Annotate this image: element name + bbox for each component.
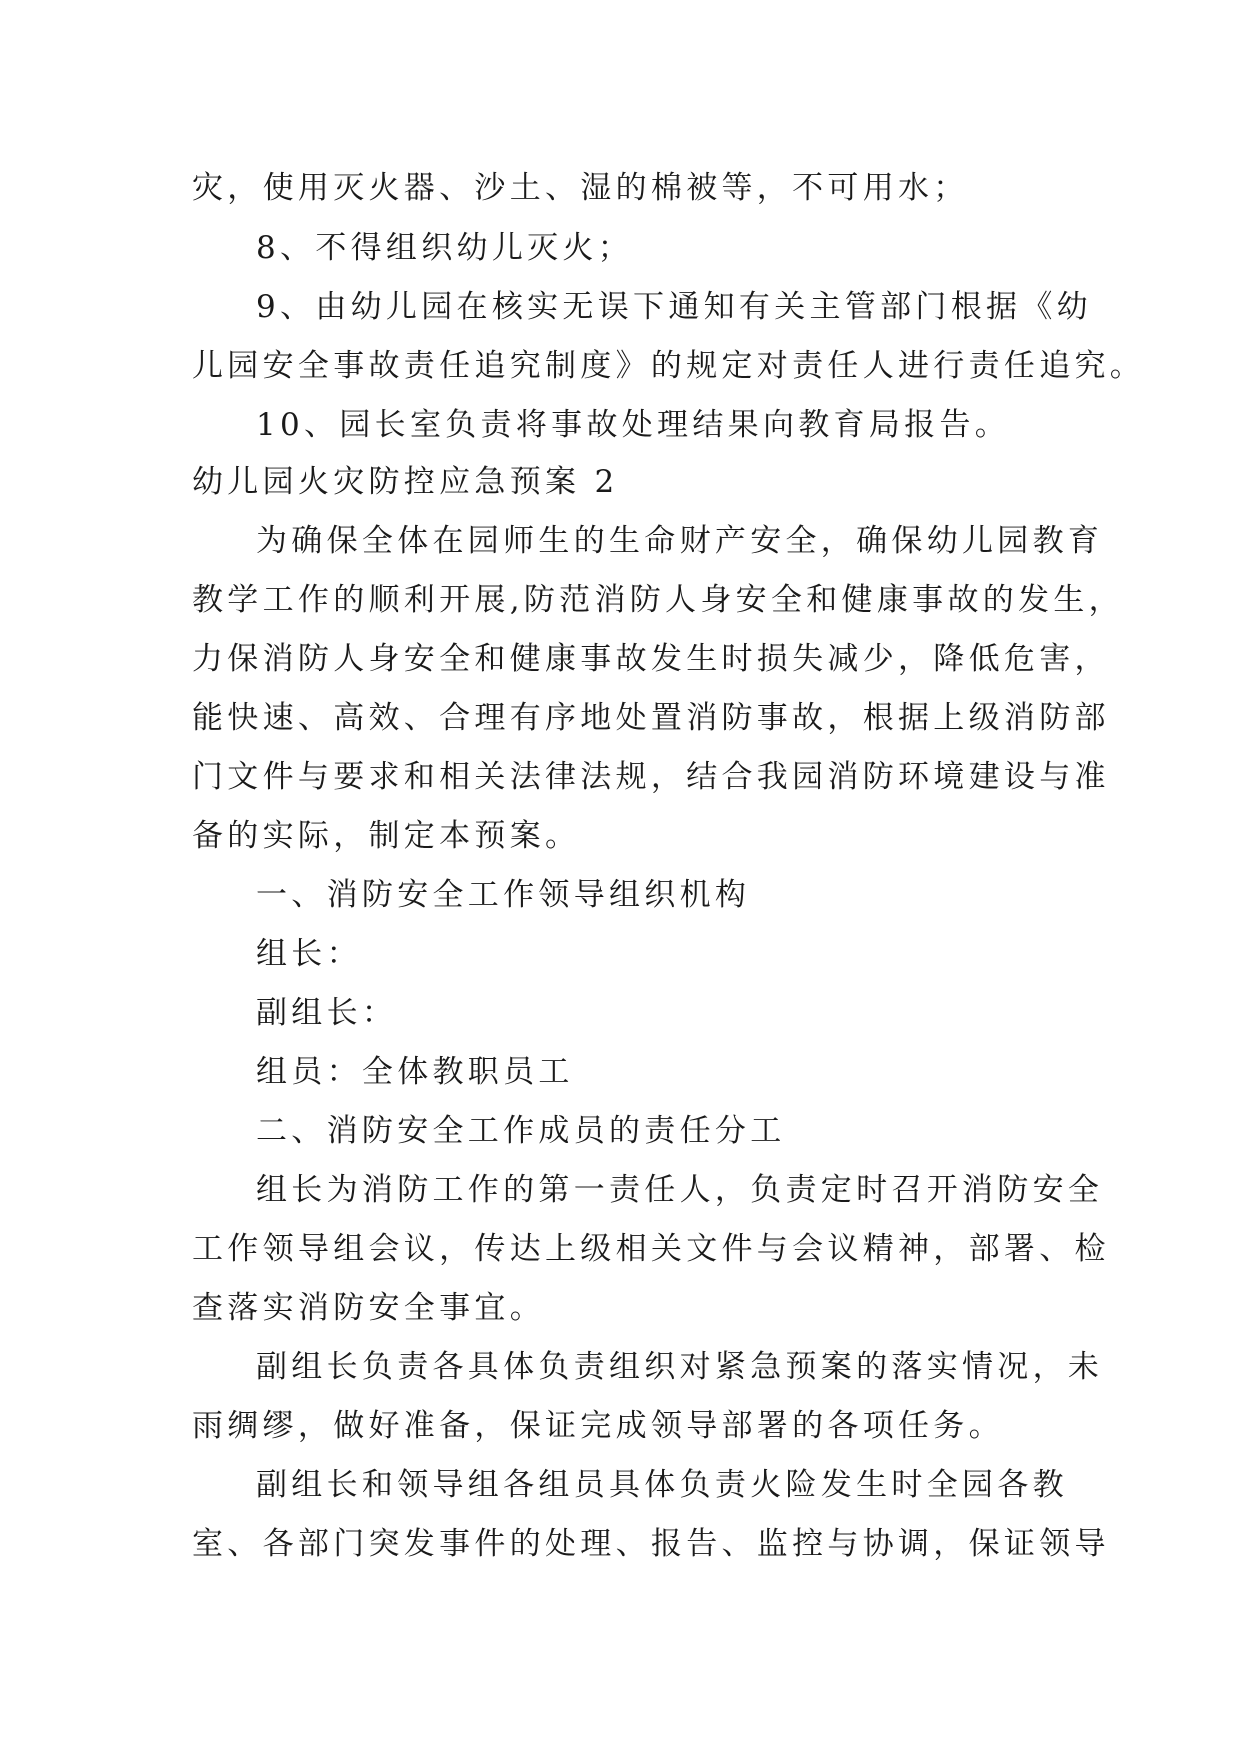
text-line: 室、各部门突发事件的处理、报告、监控与协调，保证领导 [192, 1526, 1110, 1562]
heading-line: 一、消防安全工作领导组织机构 [256, 877, 751, 913]
text-line: 雨绸缪，做好准备，保证完成领导部署的各项任务。 [192, 1408, 1004, 1444]
text-line: 为确保全体在园师生的生命财产安全，确保幼儿园教育 [256, 523, 1104, 559]
text-line: 工作领导组会议，传达上级相关文件与会议精神，部署、检 [192, 1231, 1110, 1267]
text-line: 查落实消防安全事宜。 [192, 1290, 545, 1326]
text-line: 能快速、高效、合理有序地处置消防事故，根据上级消防部 [192, 700, 1110, 736]
text-line: 力保消防人身安全和健康事故发生时损失减少，降低危害， [192, 641, 1110, 677]
text-line: 灾，使用灭火器、沙土、湿的棉被等，不可用水； [192, 170, 969, 206]
text-line: 副组长： [256, 995, 398, 1031]
text-line: 副组长负责各具体负责组织对紧急预案的落实情况，未 [256, 1349, 1104, 1385]
text-line: 儿园安全事故责任追究制度》的规定对责任人进行责任追究。 [192, 348, 1146, 384]
heading-line: 二、消防安全工作成员的责任分工 [256, 1113, 786, 1149]
text-line: 教学工作的顺利开展,防范消防人身安全和健康事故的发生， [192, 582, 1124, 618]
text-line: 组员：全体教职员工 [256, 1054, 574, 1090]
text-line: 组长： [256, 936, 362, 972]
text-line: 8、不得组织幼儿灭火； [256, 230, 634, 266]
text-line: 10、园长室负责将事故处理结果向教育局报告。 [256, 407, 1011, 443]
text-line: 备的实际，制定本预案。 [192, 818, 581, 854]
section-title: 幼儿园火灾防控应急预案 2 [192, 464, 619, 500]
text-line: 9、由幼儿园在核实无误下通知有关主管部门根据《幼 [256, 289, 1092, 325]
text-line: 门文件与要求和相关法律法规，结合我园消防环境建设与准 [192, 759, 1110, 795]
text-line: 组长为消防工作的第一责任人，负责定时召开消防安全 [256, 1172, 1104, 1208]
text-line: 副组长和领导组各组员具体负责火险发生时全园各教 [256, 1467, 1068, 1503]
